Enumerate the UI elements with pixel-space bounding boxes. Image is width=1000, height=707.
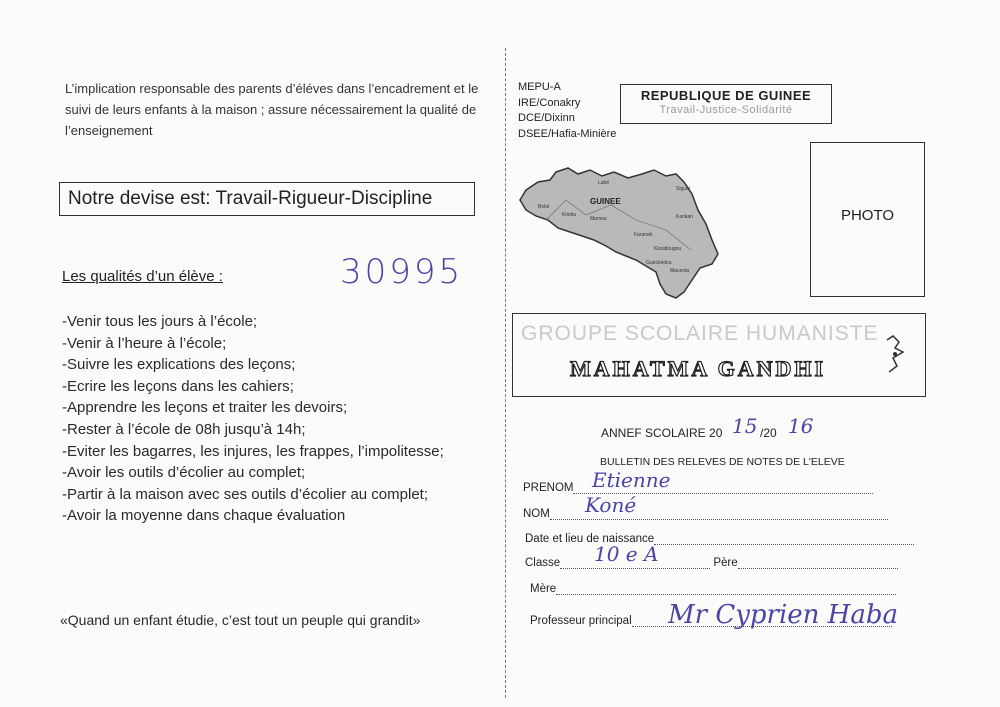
list-item: -Apprendre les leçons et traiter les devoirs; [62,399,348,417]
school-year-sep: /20 [760,426,777,440]
prenom-field [523,482,873,494]
republic-title: REPUBLIQUE DE GUINEE [640,88,812,103]
republic-motto: Travail-Justice-Solidarité [659,104,793,116]
nom-label: NOM [523,508,550,520]
school-year-to: 16 [788,414,814,438]
map-label: GUINEE [590,197,621,206]
prenom-label: PRENOM [523,482,574,494]
school-line-1: GROUPE SCOLAIRE HUMANISTE [521,322,879,345]
list-item: -Venir tous les jours à l’école; [62,313,258,330]
school-year-from: 15 [732,414,758,438]
map-city: Kissidougou [654,246,682,252]
pere-line [738,568,898,569]
guinea-map [516,160,722,305]
qualities-title: Les qualités d’un élève : [62,268,223,285]
nom-line [550,519,888,520]
republic-box [620,84,832,124]
birth-label: Date et lieu de naissance [525,533,655,545]
map-city: Macenta [670,268,690,274]
school-year-label: ANNEF SCOLAIRE 20 [601,426,723,440]
nom-field [523,508,888,520]
prof-value: Mr Cyprien Haba [668,600,899,630]
mere-line [556,594,896,595]
list-item: -Eviter les bagarres, les injures, les frappes, l’impolitesse; [62,442,444,460]
classe-value: 10 e A [594,542,659,566]
map-city: Faranah [634,232,653,238]
birth-field [525,533,914,545]
map-city: Mamou [590,216,607,222]
admin-header [518,80,616,142]
map-city: Boké [538,204,550,210]
school-name-box [512,313,926,397]
list-item: -Venir à l’heure à l’école; [62,334,227,352]
mere-field [530,583,896,595]
map-city: Kankan [676,214,693,220]
list-item: -Avoir la moyenne dans chaque évaluation [62,507,346,525]
quote: «Quand un enfant étudie, c’est tout un peuple qui grandit» [60,612,421,628]
classe-line [560,568,710,569]
list-item: -Rester à l’école de 08h jusqu’à 14h; [62,420,306,438]
qualities-list [62,311,444,527]
fold-divider [505,48,506,698]
intro-paragraph: L’implication responsable des parents d’éléves dans l’encadrement et le suivi de leurs enfants à la maison ; assure nécessairement la qualité de l’enseignement [65,81,479,138]
admin-line: IRE/Conakry [518,96,581,109]
list-item: -Suivre les explications des leçons; [62,356,296,374]
admin-line: MEPU-A [518,81,561,93]
birth-line [654,544,914,545]
prof-label: Professeur principal [530,615,632,627]
map-city: Labé [598,180,610,186]
map-city: Guéckédou [646,260,672,266]
map-city: Kindia [562,212,576,218]
mere-label: Mère [530,583,557,595]
classe-label: Classe [525,557,561,569]
prenom-value: Etienne [592,468,671,492]
handwritten-serial-number: 30995 [340,252,464,292]
list-item: -Avoir les outils d’écolier au complet; [62,464,306,482]
list-item: -Ecrire les leçons dans les cahiers; [62,377,294,395]
pere-label: Père [713,557,738,569]
motto-box: Notre devise est: Travail-Rigueur-Discipline [59,182,475,216]
map-city: Siguiri [676,186,690,192]
bulletin-title: BULLETIN DES RELEVES DE NOTES DE L'ELEVE [600,456,845,468]
stamp-mark-icon [873,332,913,382]
photo-placeholder: PHOTO [810,142,925,297]
school-line-2: MAHATMA GANDHI [569,356,827,381]
admin-line: DSEE/Hafia-Minière [518,127,617,140]
list-item: -Partir à la maison avec ses outils d’écolier au complet; [62,485,428,503]
admin-line: DCE/Dixinn [518,112,575,124]
guinea-map-icon [516,160,722,300]
nom-value: Koné [585,493,637,517]
classe-field [525,557,898,569]
